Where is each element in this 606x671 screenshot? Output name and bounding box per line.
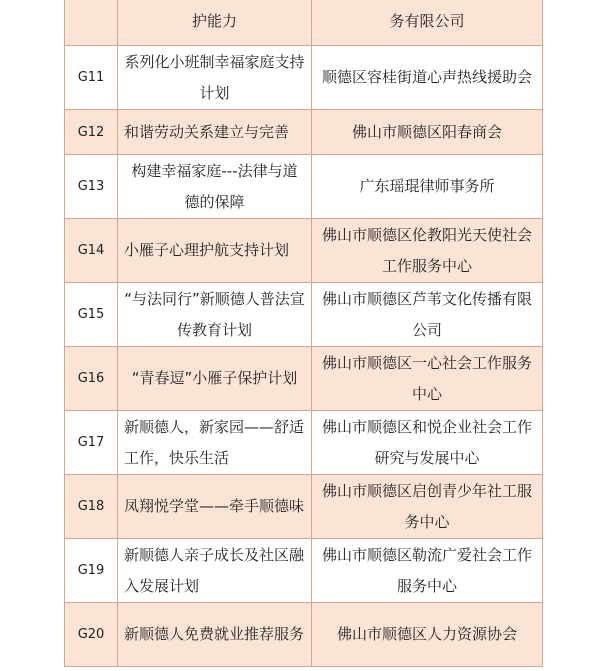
project-table-container: [64, 0, 542, 667]
organization-cell: 佛山市顺德区勒流广爱社会工作服务中心: [312, 539, 543, 603]
table-row: [65, 155, 543, 219]
organization-cell: 广东瑶琨律师事务所: [312, 155, 543, 219]
code-cell: G20: [65, 603, 118, 667]
organization-cell: 佛山市顺德区伦教阳光天使社会工作服务中心: [312, 219, 543, 283]
table-row: [65, 411, 543, 475]
project-name-cell: 新顺德人亲子成长及社区融入发展计划: [118, 539, 312, 603]
project-name-cell: 系列化小班制幸福家庭支持计划: [118, 46, 312, 110]
code-cell: G18: [65, 475, 118, 539]
table-row: [65, 347, 543, 411]
code-cell: G12: [65, 110, 118, 155]
project-name-cell: “与法同行”新顺德人普法宣传教育计划: [118, 283, 312, 347]
project-name-cell: 和谐劳动关系建立与完善: [118, 110, 312, 155]
table-row: [65, 219, 543, 283]
code-cell: G14: [65, 219, 118, 283]
code-cell: G13: [65, 155, 118, 219]
organization-cell: 务有限公司: [312, 0, 543, 46]
code-cell: G15: [65, 283, 118, 347]
code-cell: G17: [65, 411, 118, 475]
table-row: [65, 110, 543, 155]
code-cell: G19: [65, 539, 118, 603]
project-name-cell: 新顺德人免费就业推荐服务: [118, 603, 312, 667]
organization-cell: 佛山市顺德区阳春商会: [312, 110, 543, 155]
table-row-continued: [65, 0, 543, 46]
organization-cell: 佛山市顺德区人力资源协会: [312, 603, 543, 667]
project-table: [64, 0, 543, 667]
table-row: [65, 539, 543, 603]
project-name-cell: 新顺德人，新家园——舒适工作，快乐生活: [118, 411, 312, 475]
table-row: [65, 46, 543, 110]
organization-cell: 佛山市顺德区芦苇文化传播有限公司: [312, 283, 543, 347]
table-row: [65, 475, 543, 539]
project-name-cell: “青春逗”小雁子保护计划: [118, 347, 312, 411]
code-cell: G11: [65, 46, 118, 110]
project-name-cell: 凤翔悦学堂——牵手顺德味: [118, 475, 312, 539]
organization-cell: 佛山市顺德区启创青少年社工服务中心: [312, 475, 543, 539]
organization-cell: 佛山市顺德区和悦企业社会工作研究与发展中心: [312, 411, 543, 475]
project-name-cell: 小雁子心理护航支持计划: [118, 219, 312, 283]
table-row: [65, 603, 543, 667]
project-name-cell: 护能力: [118, 0, 312, 46]
code-cell: [65, 0, 118, 46]
table-row: [65, 283, 543, 347]
organization-cell: 顺德区容桂街道心声热线援助会: [312, 46, 543, 110]
organization-cell: 佛山市顺德区一心社会工作服务中心: [312, 347, 543, 411]
project-name-cell: 构建幸福家庭---法律与道德的保障: [118, 155, 312, 219]
code-cell: G16: [65, 347, 118, 411]
